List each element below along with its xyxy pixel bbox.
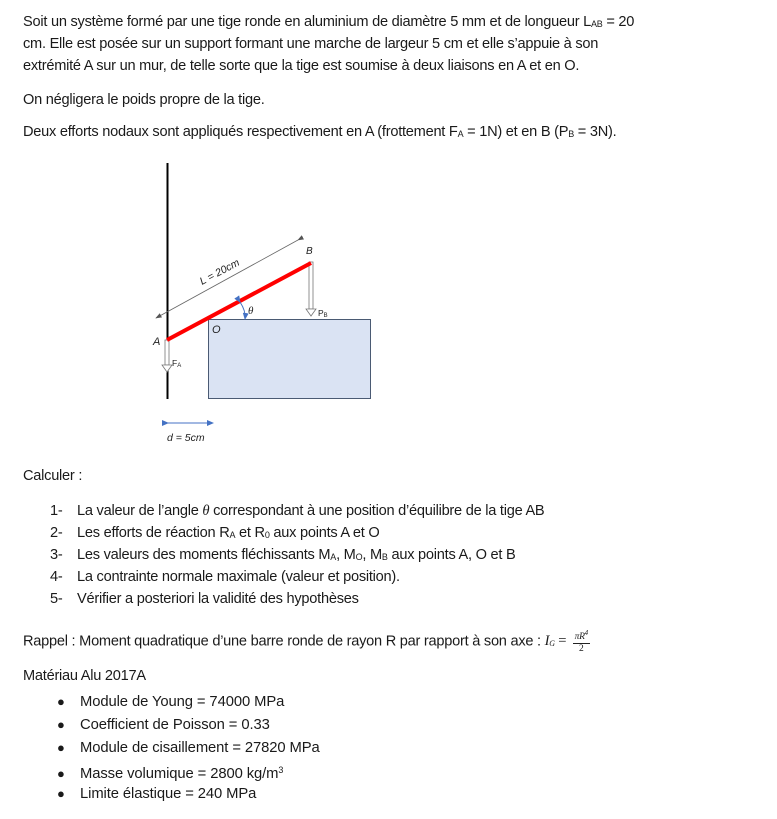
item-number: 2- <box>50 525 63 541</box>
item-number: 5- <box>50 591 63 607</box>
forces-text: = 1N) et en B (P <box>463 124 569 140</box>
item-text: , M <box>362 547 382 563</box>
item-text: , M <box>336 547 356 563</box>
property-text: Limite élastique = 240 MPa <box>80 786 257 802</box>
label-PB: PB <box>318 308 328 319</box>
label-theta: θ <box>248 305 254 317</box>
note-self-weight: On négligera le poids propre de la tige. <box>23 92 265 108</box>
item-number: 1- <box>50 503 63 519</box>
item-text: La contrainte normale maximale (valeur et position). <box>77 569 400 585</box>
list-item <box>57 782 320 805</box>
forces-text: Deux efforts nodaux sont appliqués respectivement en A (frottement F <box>23 124 458 140</box>
intro-text: Soit un système formé par une tige ronde en aluminium de diamètre 5 mm et de longueur L <box>23 14 591 30</box>
bullet-icon: ● <box>57 766 65 781</box>
subscript-AB: AB <box>591 19 603 29</box>
label-A: A <box>153 336 161 348</box>
item-text: correspondant à une position d’équilibre de la tige AB <box>209 503 545 519</box>
formula-lhs: I <box>544 632 550 649</box>
item-text: Les efforts de réaction R <box>77 525 230 541</box>
formula-num-sup: 4 <box>584 629 588 637</box>
item-text: Vérifier a posteriori la validité des hypothèses <box>77 591 359 607</box>
force-FA-arrow <box>162 340 172 372</box>
theta-symbol: θ <box>202 503 210 519</box>
subscript: B <box>381 552 388 562</box>
intro-line-3: extrémité A sur un mur, de telle sorte que la tige est soumise à deux liaisons en A et en O. <box>23 58 580 74</box>
list-item <box>50 566 544 588</box>
item-text: La valeur de l’angle <box>77 503 203 519</box>
item-text: aux points A et O <box>269 525 380 541</box>
rappel-line <box>23 628 590 655</box>
intro-line-2: cm. Elle est posée sur un support formant une marche de largeur 5 cm et elle s’appuie à son <box>23 36 599 52</box>
label-d: d = 5cm <box>167 432 205 444</box>
list-item <box>50 588 544 610</box>
formula-fraction <box>573 628 590 655</box>
forces-text: = 3N). <box>573 124 617 140</box>
bullet-icon: ● <box>57 740 65 755</box>
subscript: O <box>355 552 363 562</box>
force-PB-arrow <box>306 262 316 316</box>
rappel-text: Rappel : Moment quadratique d’une barre ronde de rayon R par rapport à son axe : <box>23 633 545 650</box>
formula-numerator <box>573 628 590 644</box>
item-number: 3- <box>50 547 63 563</box>
list-item <box>50 500 544 522</box>
formula-num-text: πR <box>574 632 585 642</box>
list-item <box>50 522 544 544</box>
item-text: Les valeurs des moments fléchissants M <box>77 547 331 563</box>
subscript: 0 <box>264 530 270 540</box>
subscript-A: A <box>457 129 464 139</box>
list-item <box>57 713 320 736</box>
bullet-icon: ● <box>57 786 65 801</box>
item-number: 4- <box>50 569 63 585</box>
label-FA: FA <box>172 358 182 369</box>
bullet-icon: ● <box>57 694 65 709</box>
step-support <box>209 320 371 399</box>
formula-equals: = <box>554 632 570 649</box>
item-text: et R <box>235 525 265 541</box>
theta-angle-arc <box>240 302 245 319</box>
inertia-formula <box>545 628 590 655</box>
list-item <box>57 759 320 782</box>
property-text: Coefficient de Poisson = 0.33 <box>80 717 270 733</box>
property-text: Module de Young = 74000 MPa <box>80 694 285 710</box>
label-B: B <box>306 246 313 257</box>
calculer-list <box>50 500 544 610</box>
formula-lhs-sub: G <box>549 638 555 648</box>
list-item <box>57 690 320 713</box>
subscript: A <box>229 530 236 540</box>
intro-text: = 20 <box>602 14 635 30</box>
property-text: Module de cisaillement = 27820 MPa <box>80 740 320 756</box>
property-text: Masse volumique = 2800 kg/m <box>80 766 279 782</box>
subscript: A <box>330 552 337 562</box>
calculer-heading: Calculer : <box>23 468 83 484</box>
item-text: aux points A, O et B <box>387 547 516 563</box>
bullet-icon: ● <box>57 717 65 732</box>
label-length: L = 20cm <box>197 256 242 288</box>
subscript-B: B <box>568 129 574 139</box>
superscript: 3 <box>278 765 284 775</box>
materiau-heading: Matériau Alu 2017A <box>23 668 146 684</box>
material-properties-list <box>57 690 320 805</box>
list-item <box>57 736 320 759</box>
list-item <box>50 544 544 566</box>
label-O: O <box>212 324 221 336</box>
formula-denominator: 2 <box>579 644 584 654</box>
